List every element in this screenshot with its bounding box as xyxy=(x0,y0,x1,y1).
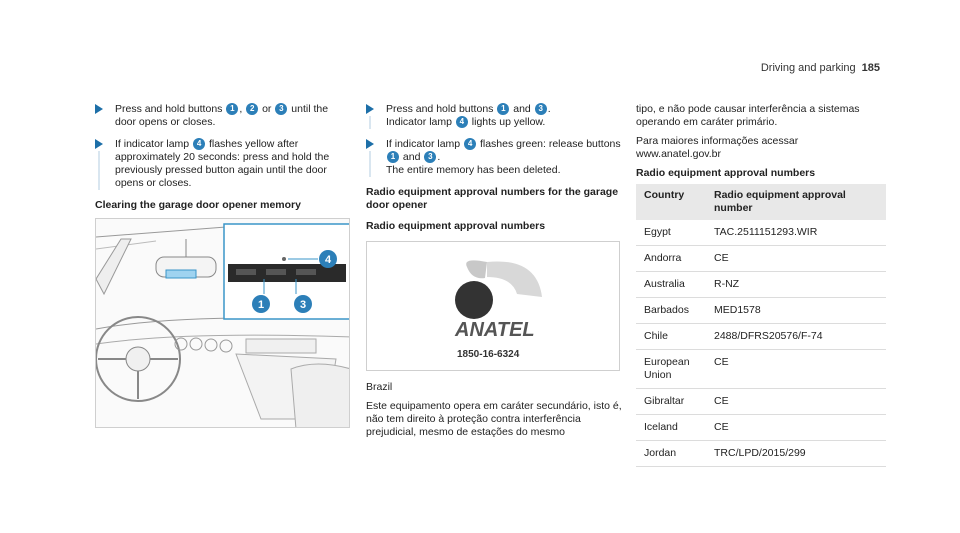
step-bar xyxy=(369,116,371,129)
table-header-row xyxy=(636,184,886,220)
anatel-logo-figure xyxy=(366,241,620,371)
svg-text:4: 4 xyxy=(324,254,332,266)
callout-3: 3 xyxy=(424,151,436,163)
approval-number-cell: CE xyxy=(706,415,886,441)
callout-4: 4 xyxy=(193,138,205,150)
approval-table xyxy=(636,184,886,467)
callout-4: 4 xyxy=(456,116,468,128)
table-heading: Radio equipment approval numbers xyxy=(636,167,816,179)
callout-2: 2 xyxy=(246,103,258,115)
callout-1-marker xyxy=(252,295,270,313)
table-row xyxy=(636,415,886,441)
step-arrow-icon xyxy=(366,139,374,149)
callout-1: 1 xyxy=(226,103,238,115)
page-header xyxy=(761,62,880,75)
callout-1: 1 xyxy=(497,103,509,115)
header-approval-number: Radio equipment approval number xyxy=(706,184,886,220)
country-cell: Gibraltar xyxy=(636,389,706,415)
approval-heading: Radio equipment approval numbers for the garage door opener xyxy=(366,186,619,211)
country-cell: Andorra xyxy=(636,246,706,272)
table-row xyxy=(636,272,886,298)
table-row xyxy=(636,324,886,350)
callout-1: 1 xyxy=(387,151,399,163)
anatel-code: 1850-16-6324 xyxy=(457,349,520,360)
table-row xyxy=(636,389,886,415)
instruction-step: If indicator lamp 4 flashes yellow after approximately 20 seconds: press and hold the previously pressed button again until the door opens or closes. xyxy=(95,138,345,190)
instruction-step: Press and hold buttons 1 , 2 or 3 until the door opens or closes. xyxy=(95,103,345,129)
table-row xyxy=(636,246,886,272)
country-cell: European Union xyxy=(636,350,706,389)
callout-4-marker xyxy=(319,250,337,268)
approval-subheading: Radio equipment approval numbers xyxy=(366,220,546,232)
column-2 xyxy=(366,103,622,445)
approval-number-cell: R-NZ xyxy=(706,272,886,298)
portuguese-text: Este equipamento opera em caráter secundário, isto é, não tem direito à proteção contra interferência prejudicial, mesmo de estações do mesmo xyxy=(366,400,622,438)
svg-text:1: 1 xyxy=(257,299,265,311)
step-bar xyxy=(98,151,100,190)
approval-number-cell: CE xyxy=(706,389,886,415)
country-cell: Jordan xyxy=(636,441,706,467)
approval-number-cell: TAC.2511151293.WIR xyxy=(706,220,886,246)
instruction-step: If indicator lamp 4 flashes green: release buttons 1 and 3 . The entire memory has been deleted. xyxy=(366,138,622,177)
step-arrow-icon xyxy=(95,139,103,149)
section-title: Driving and parking xyxy=(760,62,856,74)
approval-number-cell: TRC/LPD/2015/299 xyxy=(706,441,886,467)
approval-number-cell: CE xyxy=(706,350,886,389)
country-cell: Barbados xyxy=(636,298,706,324)
country-cell: Australia xyxy=(636,272,706,298)
callout-3: 3 xyxy=(275,103,287,115)
car-interior-illustration xyxy=(96,219,350,428)
page-number: 185 xyxy=(861,62,880,74)
country-cell: Iceland xyxy=(636,415,706,441)
table-row xyxy=(636,350,886,389)
clearing-heading: Clearing the garage door opener memory xyxy=(95,199,301,211)
anatel-logo-icon xyxy=(367,242,619,370)
table-row xyxy=(636,298,886,324)
approval-number-cell: CE xyxy=(706,246,886,272)
step-bar xyxy=(369,151,371,177)
country-label: Brazil xyxy=(366,381,393,393)
step-arrow-icon xyxy=(366,104,374,114)
column-3 xyxy=(636,103,886,467)
country-cell: Chile xyxy=(636,324,706,350)
car-interior-figure xyxy=(95,218,350,428)
approval-number-cell: 2488/DFRS20576/F-74 xyxy=(706,324,886,350)
anatel-brand: ANATEL xyxy=(455,319,535,341)
callout-4: 4 xyxy=(464,138,476,150)
instruction-step: Press and hold buttons 1 and 3 . Indicator lamp 4 lights up yellow. xyxy=(366,103,622,129)
table-row xyxy=(636,220,886,246)
step-arrow-icon xyxy=(95,104,103,114)
portuguese-text-continued: tipo, e não pode causar interferência a sistemas operando em caráter primário. xyxy=(636,103,860,128)
more-info-text: Para maiores informações acessar www.anatel.gov.br xyxy=(636,135,799,160)
approval-number-cell: MED1578 xyxy=(706,298,886,324)
header-country: Country xyxy=(636,184,706,220)
callout-3: 3 xyxy=(535,103,547,115)
column-1 xyxy=(95,103,345,220)
callout-3-marker xyxy=(294,295,312,313)
country-cell: Egypt xyxy=(636,220,706,246)
svg-text:3: 3 xyxy=(299,299,307,311)
table-row xyxy=(636,441,886,467)
